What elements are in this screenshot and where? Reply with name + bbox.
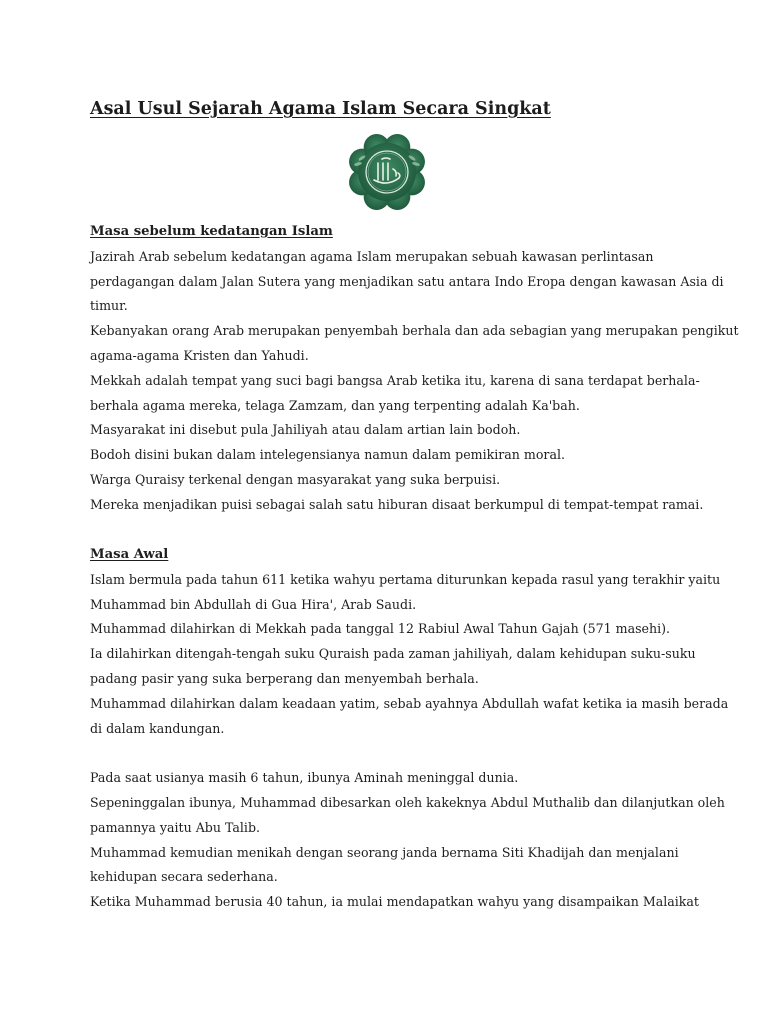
paragraph-line: padang pasir yang suka berperang dan menyembah berhala. — [90, 671, 479, 686]
document-title: Asal Usul Sejarah Agama Islam Secara Singkat — [90, 99, 551, 119]
paragraph-line: Sepeninggalan ibunya, Muhammad dibesarkan oleh kakeknya Abdul Muthalib dan dilanjutkan oleh — [90, 795, 725, 810]
allah-calligraphy-emblem-icon — [340, 132, 434, 212]
paragraph-line: Muhammad bin Abdullah di Gua Hira', Arab Saudi. — [90, 596, 417, 612]
paragraph-line: Jazirah Arab sebelum kedatangan agama Islam merupakan sebuah kawasan perlintasan — [90, 248, 654, 264]
paragraph-line: pamannya yaitu Abu Talib. — [90, 819, 261, 835]
paragraph-line: Muhammad dilahirkan di Mekkah pada tanggal 12 Rabiul Awal Tahun Gajah (571 masehi). — [90, 621, 671, 637]
paragraph-line: Ketika Muhammad berusia 40 tahun, ia mulai mendapatkan wahyu yang disampaikan Malaikat — [90, 894, 699, 910]
paragraph-line: Masyarakat ini disebut pula Jahiliyah atau dalam artian lain bodoh. — [90, 422, 521, 438]
paragraph-line: Mekkah adalah tempat yang suci bagi bangsa Arab ketika itu, karena di sana terdapat berhala- — [90, 372, 700, 388]
section-heading: Masa sebelum kedatangan Islam — [90, 224, 333, 239]
paragraph-line: Ia dilahirkan ditengah-tengah suku Quraish pada zaman jahiliyah, dalam kehidupan suku-suku — [90, 646, 696, 662]
paragraph-line: Islam bermula pada tahun 611 ketika wahyu pertama diturunkan kepada rasul yang terakhir yaitu — [90, 571, 721, 587]
paragraph-line: Kebanyakan orang Arab merupakan penyembah berhala dan ada sebagian yang merupakan pengikut — [90, 323, 739, 339]
paragraph-line: Pada saat usianya masih 6 tahun, ibunya Aminah meninggal dunia. — [90, 770, 519, 786]
paragraph-line: di dalam kandungan. — [90, 720, 225, 736]
paragraph-line: perdagangan dalam Jalan Sutera yang menjadikan satu antara Indo Eropa dengan kawasan Asia di — [90, 273, 724, 289]
paragraph-line: berhala agama mereka, telaga Zamzam, dan yang terpenting adalah Ka'bah. — [90, 397, 580, 413]
paragraph-line: Bodoh disini bukan dalam intelegensianya namun dalam pemikiran moral. — [90, 447, 565, 463]
paragraph-line: Muhammad dilahirkan dalam keadaan yatim, sebab ayahnya Abdullah wafat ketika ia masih berada — [90, 695, 729, 711]
document-body — [90, 96, 739, 910]
paragraph-line: kehidupan secara sederhana. — [90, 869, 278, 885]
paragraph-line: Mereka menjadikan puisi sebagai salah satu hiburan disaat berkumpul di tempat-tempat ramai. — [90, 496, 704, 512]
paragraph-line: Muhammad kemudian menikah dengan seorang janda bernama Siti Khadijah dan menjalani — [90, 844, 679, 860]
paragraph-line: timur. — [90, 298, 128, 314]
section-heading: Masa Awal — [90, 547, 169, 562]
paragraph-line: Warga Quraisy terkenal dengan masyarakat yang suka berpuisi. — [90, 472, 501, 487]
paragraph-line: agama-agama Kristen dan Yahudi. — [90, 348, 309, 363]
